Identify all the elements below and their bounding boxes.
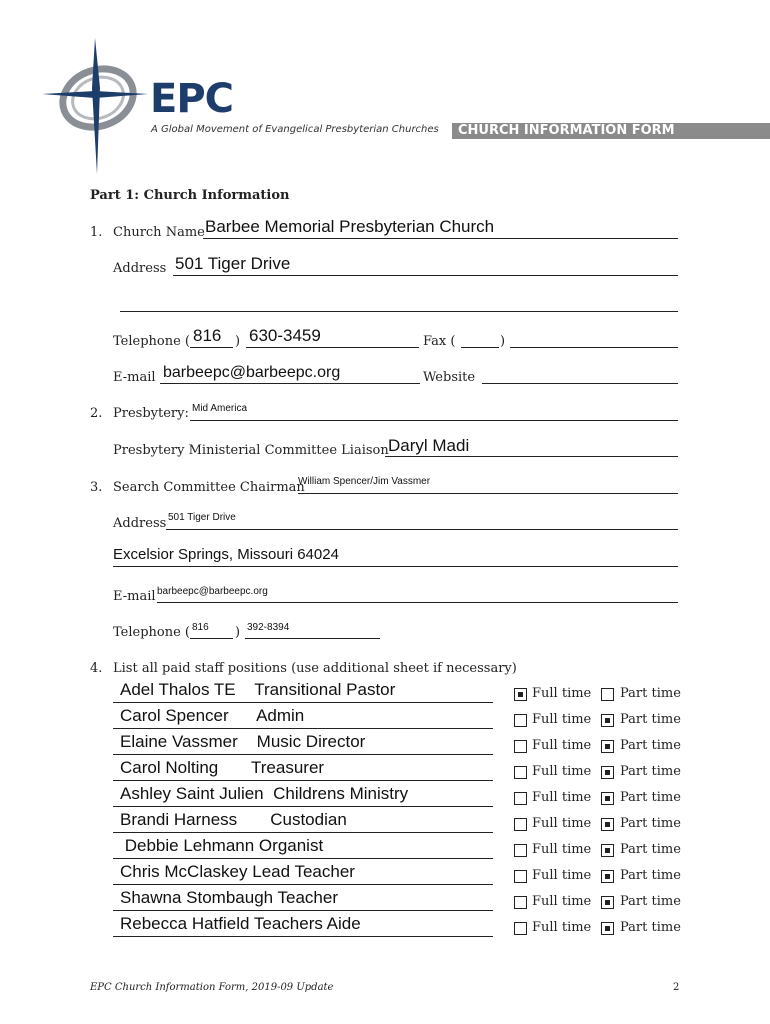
staff-label: List all paid staff positions (use additional sheet if necessary) xyxy=(113,661,517,676)
full-time-checkbox[interactable] xyxy=(514,870,527,883)
chair-email-value: barbeepc@barbeepc.org xyxy=(157,586,268,597)
liaison-field[interactable] xyxy=(385,456,678,457)
fax-label: Fax ( xyxy=(423,334,456,349)
presbytery-value: Mid America xyxy=(192,403,248,414)
page-number: 2 xyxy=(673,982,680,993)
chair-telephone-number-field[interactable] xyxy=(245,638,380,639)
part-time-label: Part time xyxy=(620,842,681,857)
full-time-label: Full time xyxy=(532,764,592,779)
full-time-checkbox[interactable] xyxy=(514,818,527,831)
telephone-close: ) xyxy=(235,334,241,349)
chair-address-label: Address xyxy=(113,516,167,531)
part-time-label: Part time xyxy=(620,712,681,727)
chair-address2-value: Excelsior Springs, Missouri 64024 xyxy=(113,546,339,563)
chairman-label: Search Committee Chairman xyxy=(113,480,305,495)
chair-telephone-label: Telephone ( xyxy=(113,625,190,640)
church-name-field[interactable] xyxy=(203,238,678,239)
part-time-checkbox[interactable] xyxy=(601,688,614,701)
full-time-label: Full time xyxy=(532,790,592,805)
telephone-number-field[interactable] xyxy=(246,347,419,348)
full-time-label: Full time xyxy=(532,894,592,909)
staff-entry: Elaine Vassmer Music Director xyxy=(120,732,366,751)
chairman-field[interactable] xyxy=(298,493,678,494)
q1-number: 1. xyxy=(90,225,103,240)
part-time-checkbox[interactable] xyxy=(601,766,614,779)
staff-entry-field[interactable] xyxy=(113,702,493,703)
website-label: Website xyxy=(423,370,476,385)
staff-entry: Carol Nolting Treasurer xyxy=(120,758,325,777)
address-value: 501 Tiger Drive xyxy=(175,254,291,273)
chair-telephone-area-field[interactable] xyxy=(190,638,233,639)
logo-tagline: A Global Movement of Evangelical Presbyterian Churches xyxy=(151,124,439,135)
staff-entry: Rebecca Hatfield Teachers Aide xyxy=(120,914,361,933)
chairman-value: William Spencer/Jim Vassmer xyxy=(298,476,431,487)
church-name-label: Church Name xyxy=(113,225,205,240)
full-time-checkbox[interactable] xyxy=(514,922,527,935)
part-time-checkbox[interactable] xyxy=(601,714,614,727)
full-time-checkbox[interactable] xyxy=(514,714,527,727)
chair-telephone-close: ) xyxy=(235,625,241,640)
chair-address-value: 501 Tiger Drive xyxy=(168,512,236,523)
part-time-label: Part time xyxy=(620,738,681,753)
staff-entry-field[interactable] xyxy=(113,832,493,833)
full-time-label: Full time xyxy=(532,920,592,935)
staff-entry-field[interactable] xyxy=(113,884,493,885)
chair-email-label: E-mail xyxy=(113,589,156,604)
part1-title: Part 1: Church Information xyxy=(90,188,290,203)
staff-entry-field[interactable] xyxy=(113,806,493,807)
staff-entry-field[interactable] xyxy=(113,780,493,781)
staff-entry: Shawna Stombaugh Teacher xyxy=(120,888,339,907)
staff-entry-field[interactable] xyxy=(113,728,493,729)
chair-address-field[interactable] xyxy=(166,529,678,530)
staff-entry: Chris McClaskey Lead Teacher xyxy=(120,862,355,881)
part-time-label: Part time xyxy=(620,764,681,779)
email-field[interactable] xyxy=(160,383,420,384)
address-label: Address xyxy=(113,261,167,276)
presbytery-field[interactable] xyxy=(190,420,678,421)
telephone-area-field[interactable] xyxy=(190,347,233,348)
part-time-checkbox[interactable] xyxy=(601,792,614,805)
website-field[interactable] xyxy=(482,383,678,384)
presbytery-label: Presbytery: xyxy=(113,406,189,421)
full-time-label: Full time xyxy=(532,842,592,857)
fax-number-field[interactable] xyxy=(510,347,678,348)
staff-entry: Carol Spencer Admin xyxy=(120,706,305,725)
email-label: E-mail xyxy=(113,370,156,385)
chair-address2-field[interactable] xyxy=(113,566,678,567)
part-time-checkbox[interactable] xyxy=(601,896,614,909)
part-time-checkbox[interactable] xyxy=(601,844,614,857)
epc-logo xyxy=(40,36,150,176)
form-title: CHURCH INFORMATION FORM xyxy=(458,123,675,138)
full-time-label: Full time xyxy=(532,712,592,727)
telephone-label: Telephone ( xyxy=(113,334,190,349)
chair-telephone-area-value: 816 xyxy=(192,622,209,633)
full-time-checkbox[interactable] xyxy=(514,792,527,805)
part-time-checkbox[interactable] xyxy=(601,922,614,935)
footer-text: EPC Church Information Form, 2019-09 Update xyxy=(90,982,334,993)
staff-entry-field[interactable] xyxy=(113,858,493,859)
email-value: barbeepc@barbeepc.org xyxy=(163,364,341,381)
part-time-label: Part time xyxy=(620,816,681,831)
fax-area-field[interactable] xyxy=(461,347,499,348)
staff-entry-field[interactable] xyxy=(113,936,493,937)
full-time-label: Full time xyxy=(532,868,592,883)
part-time-label: Part time xyxy=(620,894,681,909)
full-time-checkbox[interactable] xyxy=(514,844,527,857)
full-time-label: Full time xyxy=(532,816,592,831)
telephone-area-value: 816 xyxy=(193,326,222,345)
fax-close: ) xyxy=(500,334,506,349)
full-time-checkbox[interactable] xyxy=(514,740,527,753)
full-time-checkbox[interactable] xyxy=(514,896,527,909)
part-time-label: Part time xyxy=(620,790,681,805)
address-field[interactable] xyxy=(173,275,678,276)
full-time-label: Full time xyxy=(532,738,592,753)
part-time-label: Part time xyxy=(620,920,681,935)
part-time-checkbox[interactable] xyxy=(601,818,614,831)
liaison-value: Daryl Madi xyxy=(388,436,470,455)
staff-entry: Brandi Harness Custodian xyxy=(120,810,347,829)
chair-email-field[interactable] xyxy=(157,602,678,603)
telephone-number-value: 630-3459 xyxy=(249,326,321,345)
part-time-checkbox[interactable] xyxy=(601,870,614,883)
full-time-checkbox[interactable] xyxy=(514,688,527,701)
staff-entry-field[interactable] xyxy=(113,910,493,911)
staff-entry-field[interactable] xyxy=(113,754,493,755)
q2-number: 2. xyxy=(90,406,103,421)
chair-telephone-number-value: 392-8394 xyxy=(247,622,290,633)
part-time-checkbox[interactable] xyxy=(601,740,614,753)
part-time-label: Part time xyxy=(620,686,681,701)
full-time-label: Full time xyxy=(532,686,592,701)
part-time-label: Part time xyxy=(620,868,681,883)
staff-entry: Debbie Lehmann Organist xyxy=(120,836,324,855)
address-line2-field[interactable] xyxy=(120,311,678,312)
staff-entry: Ashley Saint Julien Childrens Ministry xyxy=(120,784,409,803)
staff-entry: Adel Thalos TE Transitional Pastor xyxy=(120,680,396,699)
liaison-label: Presbytery Ministerial Committee Liaison xyxy=(113,443,389,458)
logo-text: EPC xyxy=(150,76,233,122)
cross-ring-icon xyxy=(40,36,150,176)
q4-number: 4. xyxy=(90,661,103,676)
full-time-checkbox[interactable] xyxy=(514,766,527,779)
church-name-value: Barbee Memorial Presbyterian Church xyxy=(205,217,495,236)
q3-number: 3. xyxy=(90,480,103,495)
